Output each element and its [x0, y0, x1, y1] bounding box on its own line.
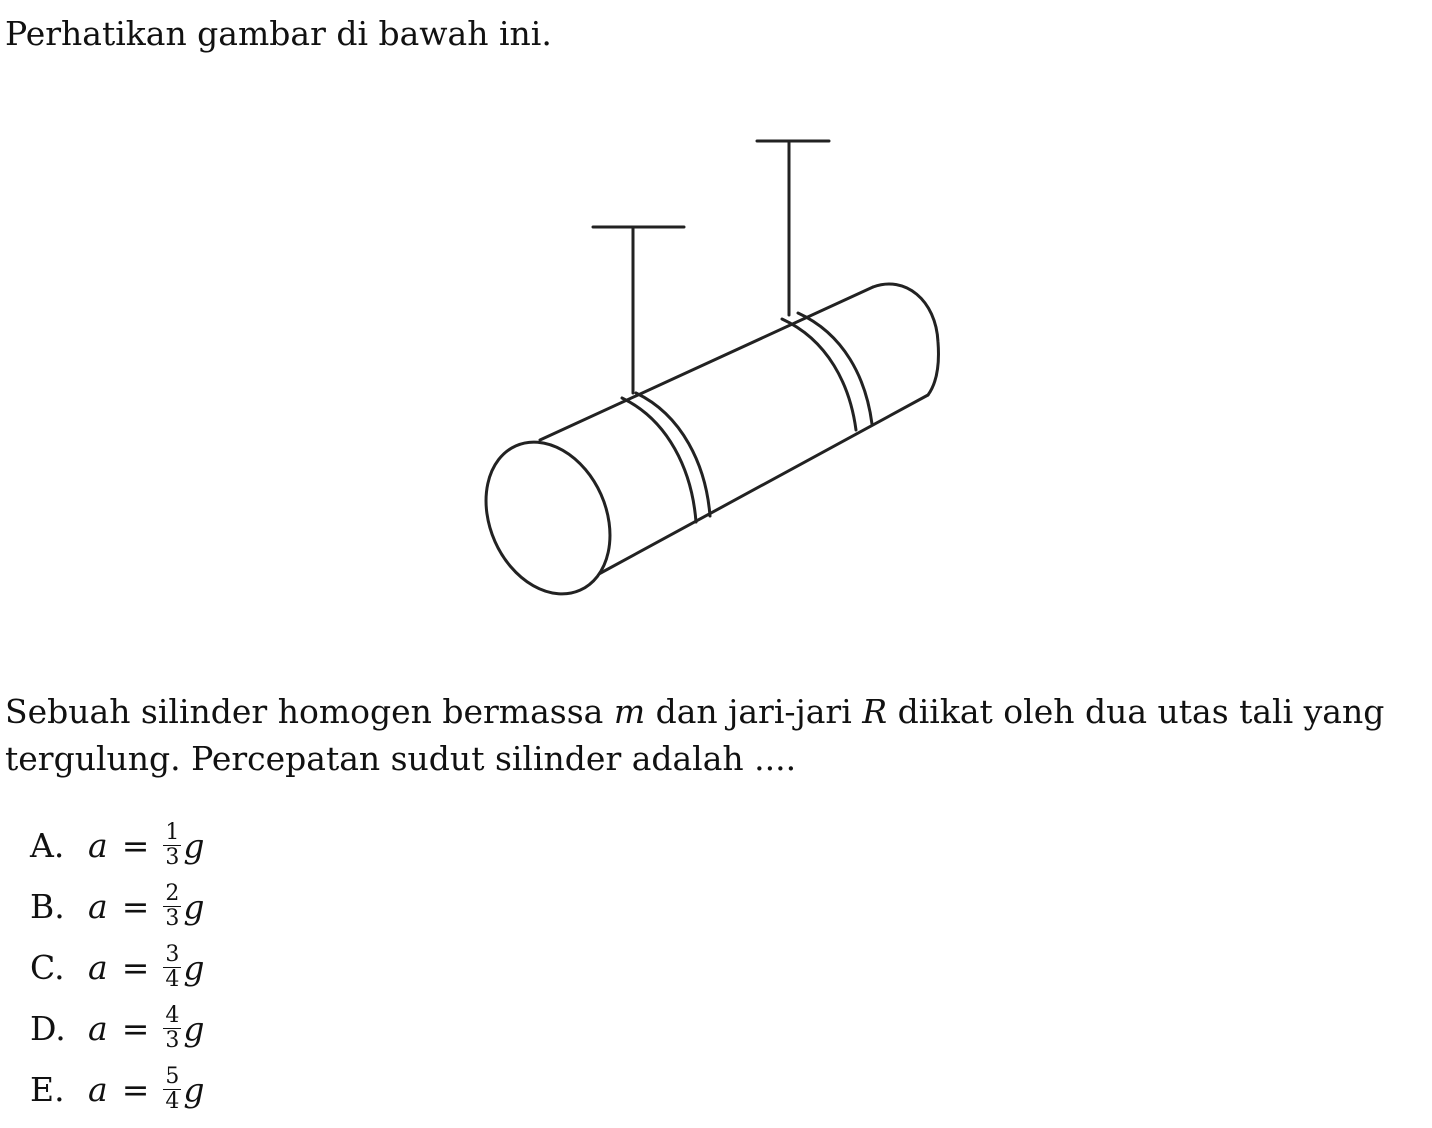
- option-rhs: g: [183, 948, 205, 987]
- question-text-part-2: dan jari-jari: [645, 692, 863, 731]
- option-letter: E.: [30, 1070, 65, 1109]
- equals-sign: =: [121, 887, 150, 926]
- option-lhs: a: [88, 1009, 108, 1048]
- left-wrap-band-outer: [622, 398, 696, 522]
- option-rhs: g: [183, 826, 205, 865]
- fraction-numerator: 3: [165, 942, 180, 967]
- option-rhs: g: [183, 887, 205, 926]
- fraction-numerator: 1: [165, 820, 180, 845]
- fraction-numerator: 4: [165, 1003, 180, 1028]
- fraction: [163, 1005, 181, 1052]
- question-text-part-3: diikat oleh dua utas tali yang: [887, 692, 1385, 731]
- fraction-denominator: 4: [165, 1089, 180, 1114]
- variable-r: R: [862, 692, 888, 731]
- equals-sign: =: [121, 1070, 150, 1109]
- question-line-2: tergulung. Percepatan sudut silinder adalah ....: [5, 739, 797, 778]
- left-wrap-band-inner: [636, 393, 710, 516]
- option-c[interactable]: [30, 937, 204, 998]
- option-e[interactable]: [30, 1059, 204, 1120]
- option-a[interactable]: [30, 815, 204, 876]
- fraction: [163, 822, 181, 869]
- fraction-numerator: 2: [165, 881, 180, 906]
- question-text-part-1: Sebuah silinder homogen bermassa: [5, 692, 614, 731]
- intro-text: Perhatikan gambar di bawah ini.: [5, 14, 552, 53]
- option-letter: B.: [30, 887, 65, 926]
- fraction: [163, 944, 181, 991]
- question-line-1: [5, 688, 1425, 735]
- option-b[interactable]: [30, 876, 204, 937]
- cylinder-top-edge: [540, 287, 873, 440]
- variable-m: m: [613, 692, 646, 731]
- equals-sign: =: [121, 948, 150, 987]
- cylinder-diagram: [480, 110, 950, 610]
- fraction-denominator: 3: [165, 845, 180, 870]
- option-letter: A.: [30, 826, 65, 865]
- equals-sign: =: [121, 1009, 150, 1048]
- cylinder-near-end: [480, 422, 633, 610]
- equals-sign: =: [121, 826, 150, 865]
- fraction-denominator: 3: [165, 1028, 180, 1053]
- option-letter: D.: [30, 1009, 66, 1048]
- fraction-numerator: 5: [165, 1064, 180, 1089]
- option-lhs: a: [88, 1070, 108, 1109]
- fraction-denominator: 3: [165, 906, 180, 931]
- option-lhs: a: [88, 826, 108, 865]
- answer-options: [30, 815, 204, 1120]
- cylinder-bottom-edge: [597, 395, 928, 575]
- cylinder-figure: [480, 110, 950, 610]
- option-rhs: g: [183, 1070, 205, 1109]
- option-lhs: a: [88, 948, 108, 987]
- right-wrap-band-outer: [782, 319, 856, 430]
- option-letter: C.: [30, 948, 65, 987]
- cylinder-far-end: [873, 284, 939, 395]
- question-text: [5, 688, 1425, 782]
- fraction-denominator: 4: [165, 967, 180, 992]
- option-rhs: g: [183, 1009, 205, 1048]
- option-lhs: a: [88, 887, 108, 926]
- option-d[interactable]: [30, 998, 204, 1059]
- fraction: [163, 1066, 181, 1113]
- fraction: [163, 883, 181, 930]
